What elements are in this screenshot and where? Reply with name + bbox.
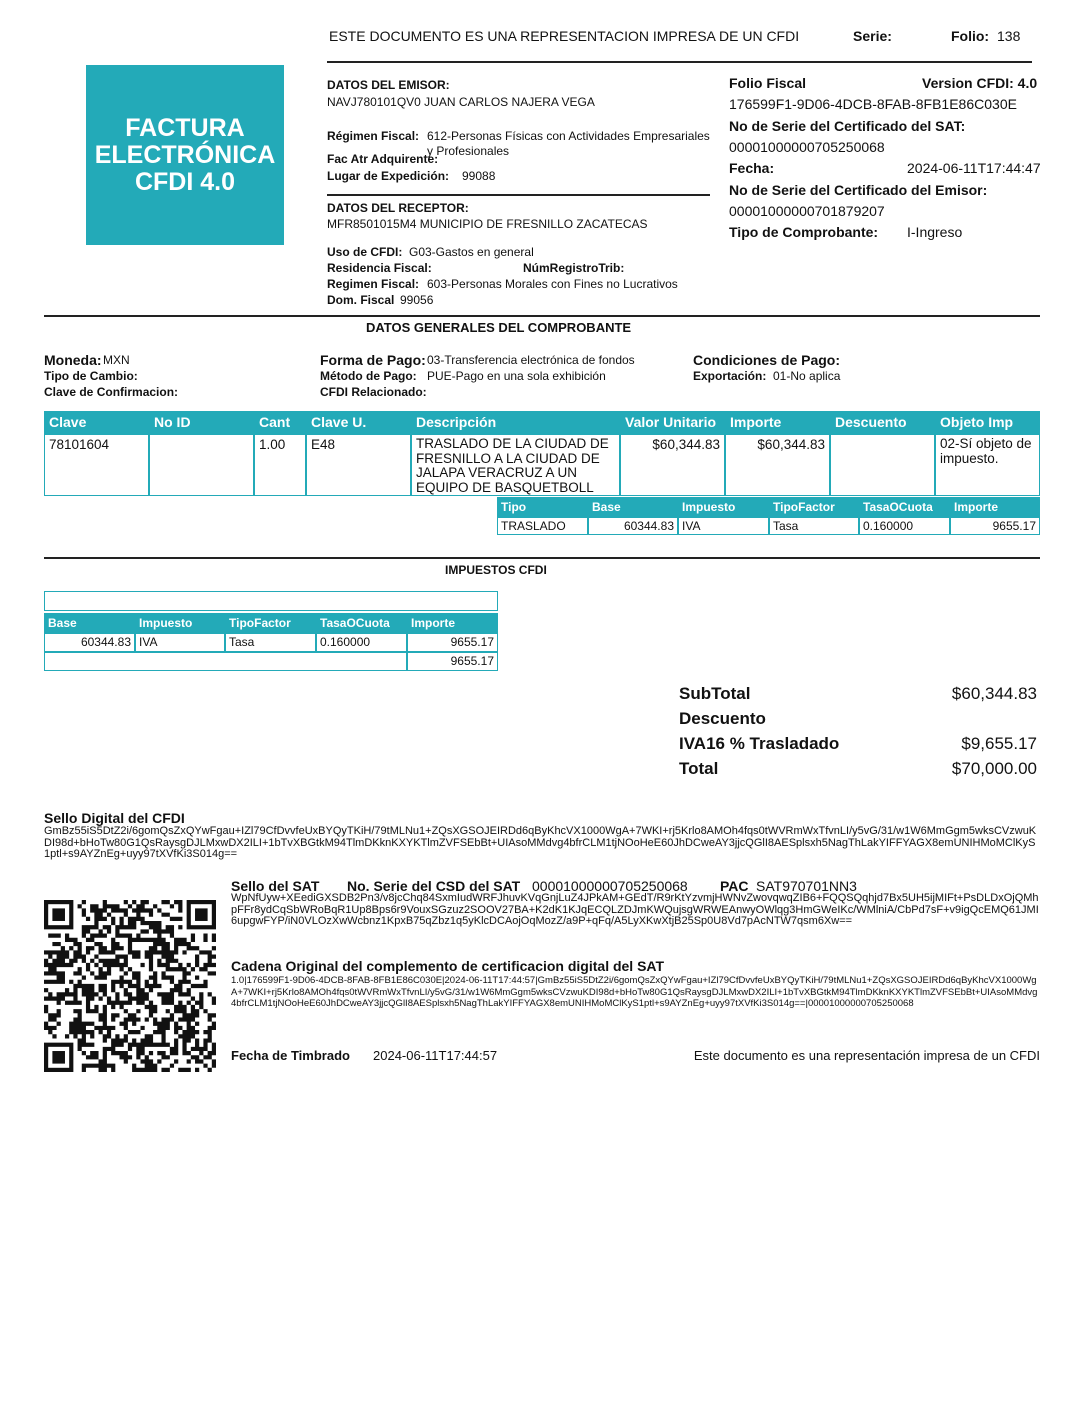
emisor-regimen-value-2: y Profesionales: [427, 144, 510, 158]
emisor-title: DATOS DEL EMISOR:: [327, 78, 450, 92]
emisor-rfc-name: NAVJ780101QV0 JUAN CARLOS NAJERA VEGA: [327, 95, 595, 109]
cert-emisor-value: 00001000000701879207: [729, 203, 885, 219]
dom-fiscal-value: 99056: [400, 293, 434, 307]
sello-cfdi-value: GmBz55iS5DtZ2i/6gomQsZxQYwFgau+IZl79CfDvvfeUxBYQyTKiH/79tMLNu1+ZQsXGSOJEIRDd6qByKhcVX1000WgA+7WKI+rj5Krlo8AMOh4fqs0tWVRmWxTfvnLI/y5vG/31/w1W6MmGgm5wksCVzwuKDI98d+bHoTw80G1QsRaysgDJLMxwDX2ILI+1bTvXBGtkM94TlmDKknKXYKTlmZVFSEbBt+UIAsoMMdvg4bfrCLM1tjNOoHeE60JhDCweAY3jjcQGlI8AESplsxh5NagThLakYIFFYAGX8emUNIHMoMClKyS1ptl+s9AYZnEg+uyy97tXVfKi3S014g==: [44, 825, 1037, 860]
col-tipo: Tipo: [501, 500, 527, 514]
receptor-regimen-label: Regimen Fiscal:: [327, 277, 420, 291]
logo-line2: ELECTRÓNICA: [94, 140, 276, 169]
col-tasaocuota: TasaOCuota: [320, 616, 390, 630]
receptor-regimen-value: 603-Personas Morales con Fines no Lucrativos: [427, 277, 678, 291]
csd-sat-label: No. Serie del CSD del SAT: [347, 878, 521, 894]
folio-fiscal-value: 176599F1-9D06-4DCB-8FAB-8FB1E86C030E: [729, 96, 1017, 112]
col-importe: Importe: [730, 414, 782, 430]
imp-importe: 9655.17: [407, 633, 498, 652]
cell-no-id: [149, 434, 254, 496]
col-valor-unitario: Valor Unitario: [625, 414, 717, 430]
generales-title: DATOS GENERALES DEL COMPROBANTE: [366, 320, 632, 335]
emisor-regimen-label: Régimen Fiscal:: [327, 129, 420, 143]
folio-value: 138: [997, 28, 1021, 44]
col-base: Base: [592, 500, 621, 514]
col-tasaocuota: TasaOCuota: [863, 500, 933, 514]
iva-label: IVA16 % Trasladado: [679, 734, 840, 753]
tax-tipofactor: Tasa: [769, 517, 859, 535]
imp-total-spacer: [44, 652, 407, 671]
cert-emisor-label: No de Serie del Certificado del Emisor:: [729, 182, 988, 198]
receptor-rfc-name: MFR8501015M4 MUNICIPIO DE FRESNILLO ZACATECAS: [327, 217, 648, 231]
exportacion-value: 01-No aplica: [773, 369, 841, 383]
impuestos-header: [44, 613, 498, 633]
divider: [44, 557, 1040, 559]
col-cant: Cant: [259, 414, 291, 430]
sello-sat-title: Sello del SAT: [231, 878, 320, 894]
col-descuento: Descuento: [835, 414, 907, 430]
cfdi-relacionado-label: CFDI Relacionado:: [320, 385, 427, 399]
folio-label: Folio:: [951, 28, 990, 44]
cadena-value: 1.0|176599F1-9D06-4DCB-8FAB-8FB1E86C030E|2024-06-11T17:44:57|GmBz55iS5DtZ2i/6gomQsZxQYwFgau+IZl79CfDvvfeUxBYQyTKiH/79tMLNu1+ZQsXGSOJEIRDd6qByKhcVX1000WgA+7WKI+rj5Krlo8AMOh4fqs0tWVRmWxTfvnLI/y5vG/31/w1W6MmGgm5wksCVzwuKDI98d+bHoTw80G1QsRaysgDJLMxwDX2ILI+1bTvXBGtkM94TlmDKknKXYKTlmZVFSEbBt+UIAsoMMdvg4bfrCLM1tjNOoHeE60JhDCweAY3jjcQGlI8AESplsxh5NagThLakYIFFYAGX8emUNIHMoMClKyS1ptl+s9AYZnEg+uyy97tXVfKi3S014g==|00001000000705250068: [231, 975, 1038, 1009]
fecha-timbrado-value: 2024-06-11T17:44:57: [373, 1048, 498, 1063]
total-value: $70,000.00: [951, 759, 1037, 778]
pac-value: SAT970701NN3: [756, 878, 857, 894]
dom-fiscal-label: Dom. Fiscal: [327, 293, 395, 307]
clave-confirmacion-label: Clave de Confirmacion:: [44, 385, 179, 399]
cadena-title: Cadena Original del complemento de certificacion digital del SAT: [231, 958, 665, 974]
cell-valor-unitario: $60,344.83: [620, 434, 725, 496]
divider: [44, 315, 1040, 317]
cell-objeto-imp: 02-Sí objeto de impuesto.: [935, 434, 1040, 496]
qr-code: [44, 900, 216, 1072]
tax-tasaocuota: 0.160000: [859, 517, 950, 535]
cell-clave-u: E48: [306, 434, 411, 496]
tax-base: 60344.83: [588, 517, 678, 535]
folio-fiscal-label: Folio Fiscal: [729, 75, 807, 91]
qr-finder-pattern: [44, 900, 73, 929]
cell-descuento: [830, 434, 935, 496]
version-cfdi-label: Version CFDI: 4.0: [922, 75, 1038, 91]
concept-tax-header: [497, 497, 1040, 517]
logo-line1: FACTURA: [125, 113, 245, 142]
col-tipofactor: TipoFactor: [229, 616, 291, 630]
factura-logo: [86, 65, 284, 245]
cell-descripcion: TRASLADO DE LA CIUDAD DE FRESNILLO A LA CIUDAD DE JALAPA VERACRUZ A UN EQUIPO DE BASQUETBOLL: [411, 434, 620, 496]
footer-notice: Este documento es una representación impresa de un CFDI: [693, 1048, 1040, 1063]
csd-sat-value: 00001000000705250068: [532, 878, 688, 894]
forma-pago-value: 03-Transferencia electrónica de fondos: [427, 353, 635, 367]
moneda-label: Moneda:: [44, 352, 102, 368]
tax-importe: 9655.17: [950, 517, 1040, 535]
fecha-label: Fecha:: [729, 160, 775, 176]
col-no-id: No ID: [154, 414, 191, 430]
metodo-pago-label: Método de Pago:: [320, 369, 417, 383]
impuestos-empty-row: [44, 591, 498, 611]
sello-cfdi-title: Sello Digital del CFDI: [44, 810, 185, 826]
cell-cant: 1.00: [254, 434, 306, 496]
col-clave: Clave: [49, 414, 87, 430]
serie-label: Serie:: [853, 28, 892, 44]
metodo-pago-value: PUE-Pago en una sola exhibición: [427, 369, 606, 383]
fecha-value: 2024-06-11T17:44:47: [907, 160, 1041, 176]
imp-impuesto: IVA: [135, 633, 225, 652]
descuento-label: Descuento: [679, 709, 766, 728]
qr-finder-pattern: [187, 900, 216, 929]
col-descripcion: Descripción: [416, 414, 497, 430]
qr-finder-pattern: [44, 1043, 73, 1072]
col-base: Base: [48, 616, 77, 630]
imp-base: 60344.83: [44, 633, 135, 652]
conceptos-header: [44, 411, 1040, 434]
tax-tipo: TRASLADO: [497, 517, 588, 535]
fac-atr-label: Fac Atr Adquirente:: [327, 152, 439, 166]
lugar-label: Lugar de Expedición:: [327, 169, 450, 183]
tipo-comprobante-label: Tipo de Comprobante:: [729, 224, 879, 240]
emisor-regimen-value: 612-Personas Físicas con Actividades Empresariales: [427, 129, 710, 143]
residencia-label: Residencia Fiscal:: [327, 261, 432, 275]
tipo-cambio-label: Tipo de Cambio:: [44, 369, 138, 383]
numregistro-label: NúmRegistroTrib:: [523, 261, 625, 275]
subtotal-value: $60,344.83: [951, 684, 1037, 703]
document-notice: ESTE DOCUMENTO ES UNA REPRESENTACION IMPRESA DE UN CFDI: [329, 28, 800, 44]
col-tipofactor: TipoFactor: [773, 500, 835, 514]
imp-tipofactor: Tasa: [225, 633, 316, 652]
cell-importe: $60,344.83: [725, 434, 830, 496]
col-impuesto: Impuesto: [139, 616, 193, 630]
condiciones-pago-label: Condiciones de Pago:: [693, 352, 841, 368]
uso-cfdi-label: Uso de CFDI:: [327, 245, 403, 259]
moneda-value: MXN: [103, 353, 130, 367]
divider: [327, 61, 1032, 63]
cert-sat-value: 00001000000705250068: [729, 139, 885, 155]
subtotal-label: SubTotal: [679, 684, 751, 703]
col-importe: Importe: [954, 500, 999, 514]
imp-total: 9655.17: [407, 652, 498, 671]
col-importe: Importe: [411, 616, 456, 630]
lugar-value: 99088: [462, 169, 496, 183]
iva-value: $9,655.17: [961, 734, 1037, 753]
col-clave-u: Clave U.: [311, 414, 367, 430]
cell-clave: 78101604: [44, 434, 149, 496]
col-objeto-imp: Objeto Imp: [940, 414, 1014, 430]
col-impuesto: Impuesto: [682, 500, 736, 514]
tipo-comprobante-value: I-Ingreso: [907, 224, 963, 240]
total-label: Total: [679, 759, 719, 778]
tax-impuesto: IVA: [678, 517, 769, 535]
impuestos-title: IMPUESTOS CFDI: [445, 563, 547, 577]
uso-cfdi-value: G03-Gastos en general: [409, 245, 534, 259]
imp-tasaocuota: 0.160000: [316, 633, 407, 652]
forma-pago-label: Forma de Pago:: [320, 352, 426, 368]
sello-sat-value: WpNfUyw+XEediGXSDB2Pn3/v8jcChq84SxmIudWRFJhuvKVqGnjLuZ4JPkAM+GEdT/R9rKtYzvmjHWNvZwovqwqZIB6+FQQSQqhjd7Bx5UH5ijMIFt+PsDLDxOjQMhpFFr8ydCqSbWRoBqR1Up8Bps6r9VouxSGzuz2SOOV27BA+K2dK1KJqECQLZDJmKWQujsgWRWEAnwyOWlqg3HmGWeIKc/WMlniA/CbPd7sF+v9igQcEMQ61JMI6upgwFYP/iN0VLOzXwWcbnz1KpxB75qZbz1q5yKlcDCAojOqMozZ/a9P+qFq/A5LyXKwXtjB25Sp0U8Vd7pAcNTW7qsm6Xw==: [231, 892, 1039, 927]
divider: [327, 194, 710, 196]
pac-label: PAC: [720, 878, 749, 894]
logo-line3: CFDI 4.0: [134, 167, 236, 196]
fecha-timbrado-label: Fecha de Timbrado: [231, 1048, 350, 1063]
receptor-title: DATOS DEL RECEPTOR:: [327, 201, 469, 215]
exportacion-label: Exportación:: [693, 369, 767, 383]
cert-sat-label: No de Serie del Certificado del SAT:: [729, 118, 966, 134]
